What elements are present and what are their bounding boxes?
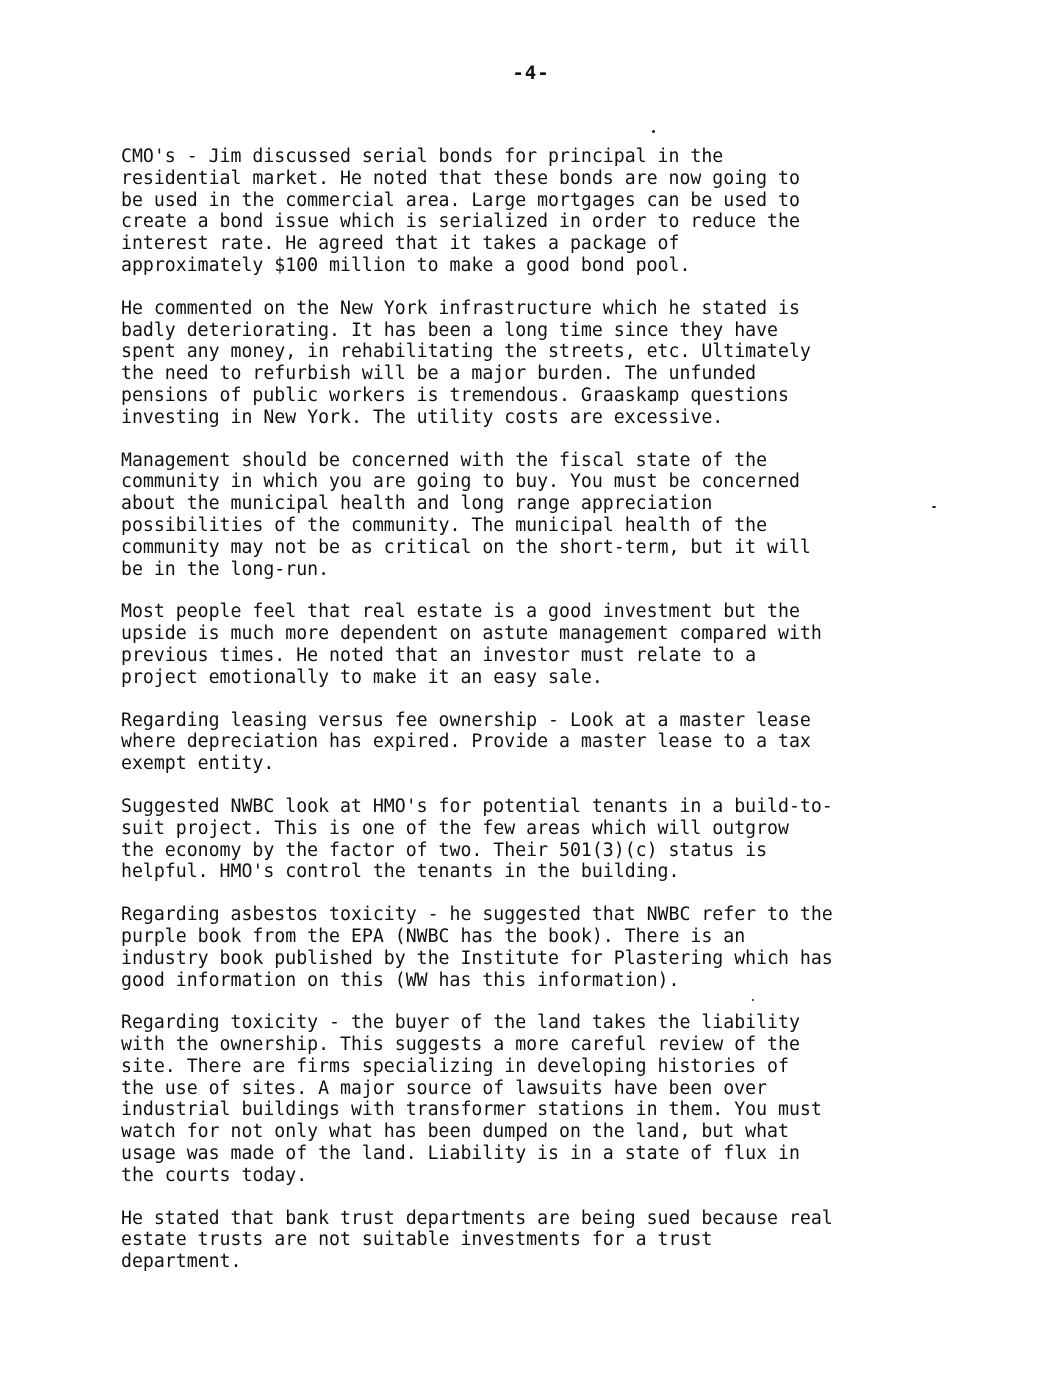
- scan-speck: [652, 130, 655, 133]
- paragraph-land-toxicity: Regarding toxicity - the buyer of the land takes the liability with the ownership. This suggests a more careful review of the site. There are firms specializing in developing histories of the use of sites. A major source of lawsuits have been over industrial buildings with transformer stations in them. You must watch for not only what has been dumped on the land, but what usage was made of the land. Liability is in a state of flux in the courts today.: [121, 1012, 822, 1186]
- page-number: -4-: [512, 62, 550, 84]
- paragraph-real-estate-investment: Most people feel that real estate is a good investment but the upside is much more dependent on astute management compared with previous times. He noted that an investor must relate to a project emotionally to make it an easy sale.: [121, 601, 822, 688]
- paragraph-leasing-vs-fee: Regarding leasing versus fee ownership - Look at a master lease where depreciation has expired. Provide a master lease to a tax exempt entity.: [121, 709, 811, 775]
- paragraph-bank-trust-departments: He stated that bank trust departments are being sued because real estate trusts are not suitable investments for a trust department.: [121, 1207, 833, 1273]
- paragraph-management-fiscal-state: Management should be concerned with the fiscal state of the community in which you are going to buy. You must be concerned about the municipal health and long range appreciation possibilities of the community. The municipal health of the community may not be as critical on the short-term, but it will be in the long-run.: [121, 449, 811, 580]
- paragraph-new-york-infrastructure: He commented on the New York infrastructure which he stated is badly deteriorating. It has been a long time since they have spent any money, in rehabilitating the streets, etc. Ultimately the need to refurbish will be a major burden. The unfunded pensions of public workers is tremendous. Graaskamp questions investing in New York. The utility costs are excessive.: [121, 297, 811, 428]
- paragraph-hmo-tenants: Suggested NWBC look at HMO's for potential tenants in a build-to- suit project. This is one of the few areas which will outgrow the economy by the factor of two. Their 501(3)(c) status is helpful. HMO's control the tenants in the building.: [121, 795, 833, 883]
- paragraph-asbestos-toxicity: Regarding asbestos toxicity - he suggested that NWBC refer to the purple book from the EPA (NWBC has the book). There is an industry book published by the Institute for Plastering which has good information on this (WW has this information).: [121, 904, 833, 991]
- memo-body: [121, 146, 1001, 1294]
- paragraph-cmo-bonds: CMO's - Jim discussed serial bonds for principal in the residential market. He noted that these bonds are now going to be used in the commercial area. Large mortgages can be used to create a bond issue which is serialized in order to reduce the interest rate. He agreed that it takes a package of approximately $100 million to make a good bond pool.: [121, 146, 800, 276]
